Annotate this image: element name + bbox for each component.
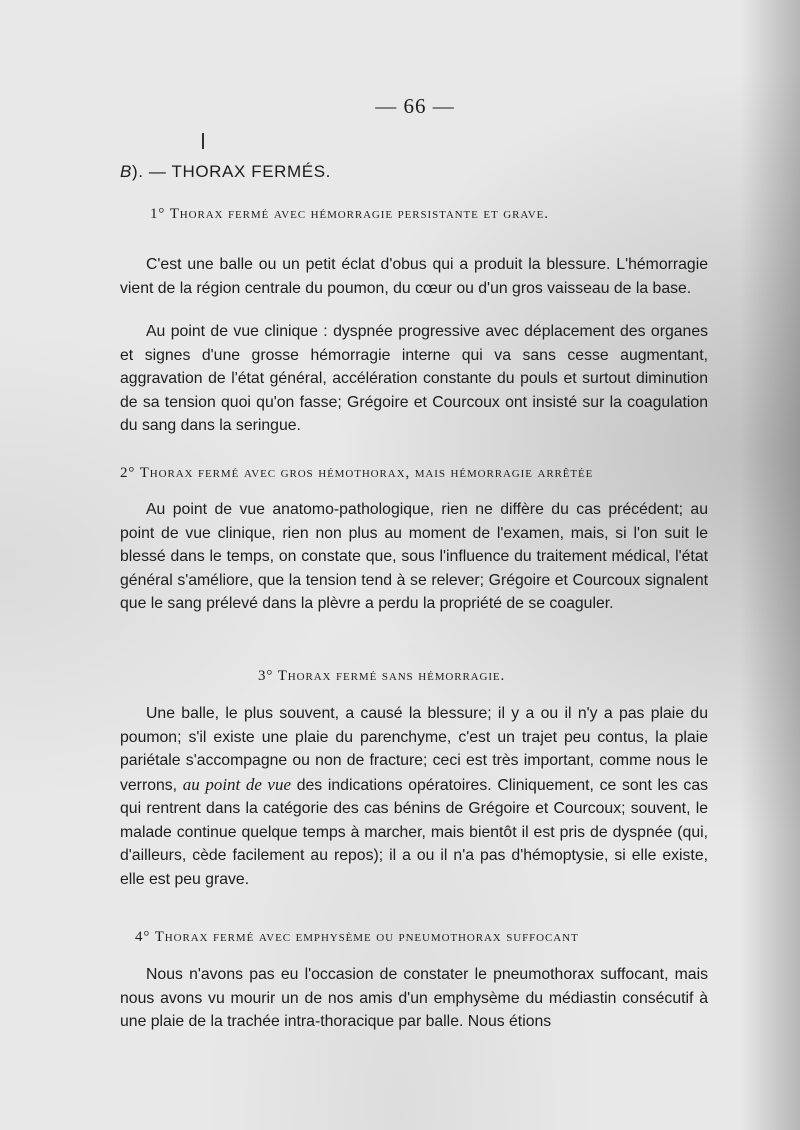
paragraph-2: Au point de vue clinique : dyspnée progressive avec déplacement des organes et signes d'une grosse hémorragie interne qui va sans cesse augmentant, aggravation de l'état général, accélération constante du pouls et surtout diminution de sa tension quoi qu'on fasse; Grégoire et Courcoux ont insisté sur la coagulation du sang dans la seringue. (120, 323, 708, 434)
subheading-title: Thorax fermé avec gros hémothorax, mais hémorragie arrêtée (139, 465, 594, 481)
subheading-2 (120, 465, 593, 482)
subheading-title: Thorax fermé sans hémorragie. (277, 668, 506, 684)
paragraph-4-text-b: des indications opératoires. Cliniquement, ce sont les cas qui rentrent dans la catégorie des cas bénins de Grégoire et Courcoux; souvent, le malade continue quelque temps à marcher, mais bientôt il est pris de dyspnée (qui, d'ailleurs, cède facilement au repos); il a ou il n'a pas d'hémoptysie, si elle existe, elle est peu grave. (120, 776, 708, 888)
subheading-title: Thorax fermé avec emphysème ou pneumothorax suffocant (154, 929, 579, 945)
page-number: — 66 — (375, 94, 455, 118)
section-letter: B (120, 162, 132, 181)
subheading-number: 3° (258, 668, 274, 684)
section-title-text: ). — THORAX FERMÉS. (131, 162, 332, 181)
paragraph-4-emphasis: au point de vue (182, 774, 292, 794)
subheading-3 (258, 668, 505, 685)
subheading-number: 1° (150, 206, 166, 222)
subheading-4 (135, 929, 579, 946)
paragraph-3: Au point de vue anatomo-pathologique, rien ne diffère du cas précédent; au point de vue clinique, rien non plus au moment de l'examen, mais, si l'on suit le blessé dans le temps, on constate que, sous l'influence du traitement médical, l'état général s'améliore, que la tension tend à se relever; Grégoire et Courcoux signalent que le sang prélevé dans la plèvre a perdu la propriété de se coaguler. (120, 501, 708, 612)
subheading-1 (150, 206, 549, 223)
paragraph-4 (120, 702, 708, 891)
stray-ink-mark (202, 133, 204, 149)
subheading-title: Thorax fermé avec hémorragie persistante et grave. (169, 206, 549, 222)
page-gutter-shadow (740, 0, 800, 1130)
paragraph-1: C'est une balle ou un petit éclat d'obus qui a produit la blessure. L'hémorragie vient de la région centrale du poumon, du cœur ou d'un gros vaisseau de la base. (120, 256, 708, 297)
subheading-number: 2° (120, 465, 136, 481)
paragraph-5: Nous n'avons pas eu l'occasion de constater le pneumothorax suffocant, mais nous avons vu mourir un de nos amis d'un emphysème du médiastin consécutif à une plaie de la trachée intra-thoracique par balle. Nous étions (120, 966, 708, 1030)
section-title (120, 162, 331, 182)
subheading-number: 4° (135, 929, 151, 945)
paragraph-4-text-a: Une balle, le plus souvent, a causé la blessure; il y a ou il n'y a pas plaie du poumon; s'il existe une plaie du parenchyme, c'est un trajet peu contus, la plaie pariétale s'accompagne ou non de fracture; ceci est très important, comme nous le verrons, (120, 705, 708, 794)
